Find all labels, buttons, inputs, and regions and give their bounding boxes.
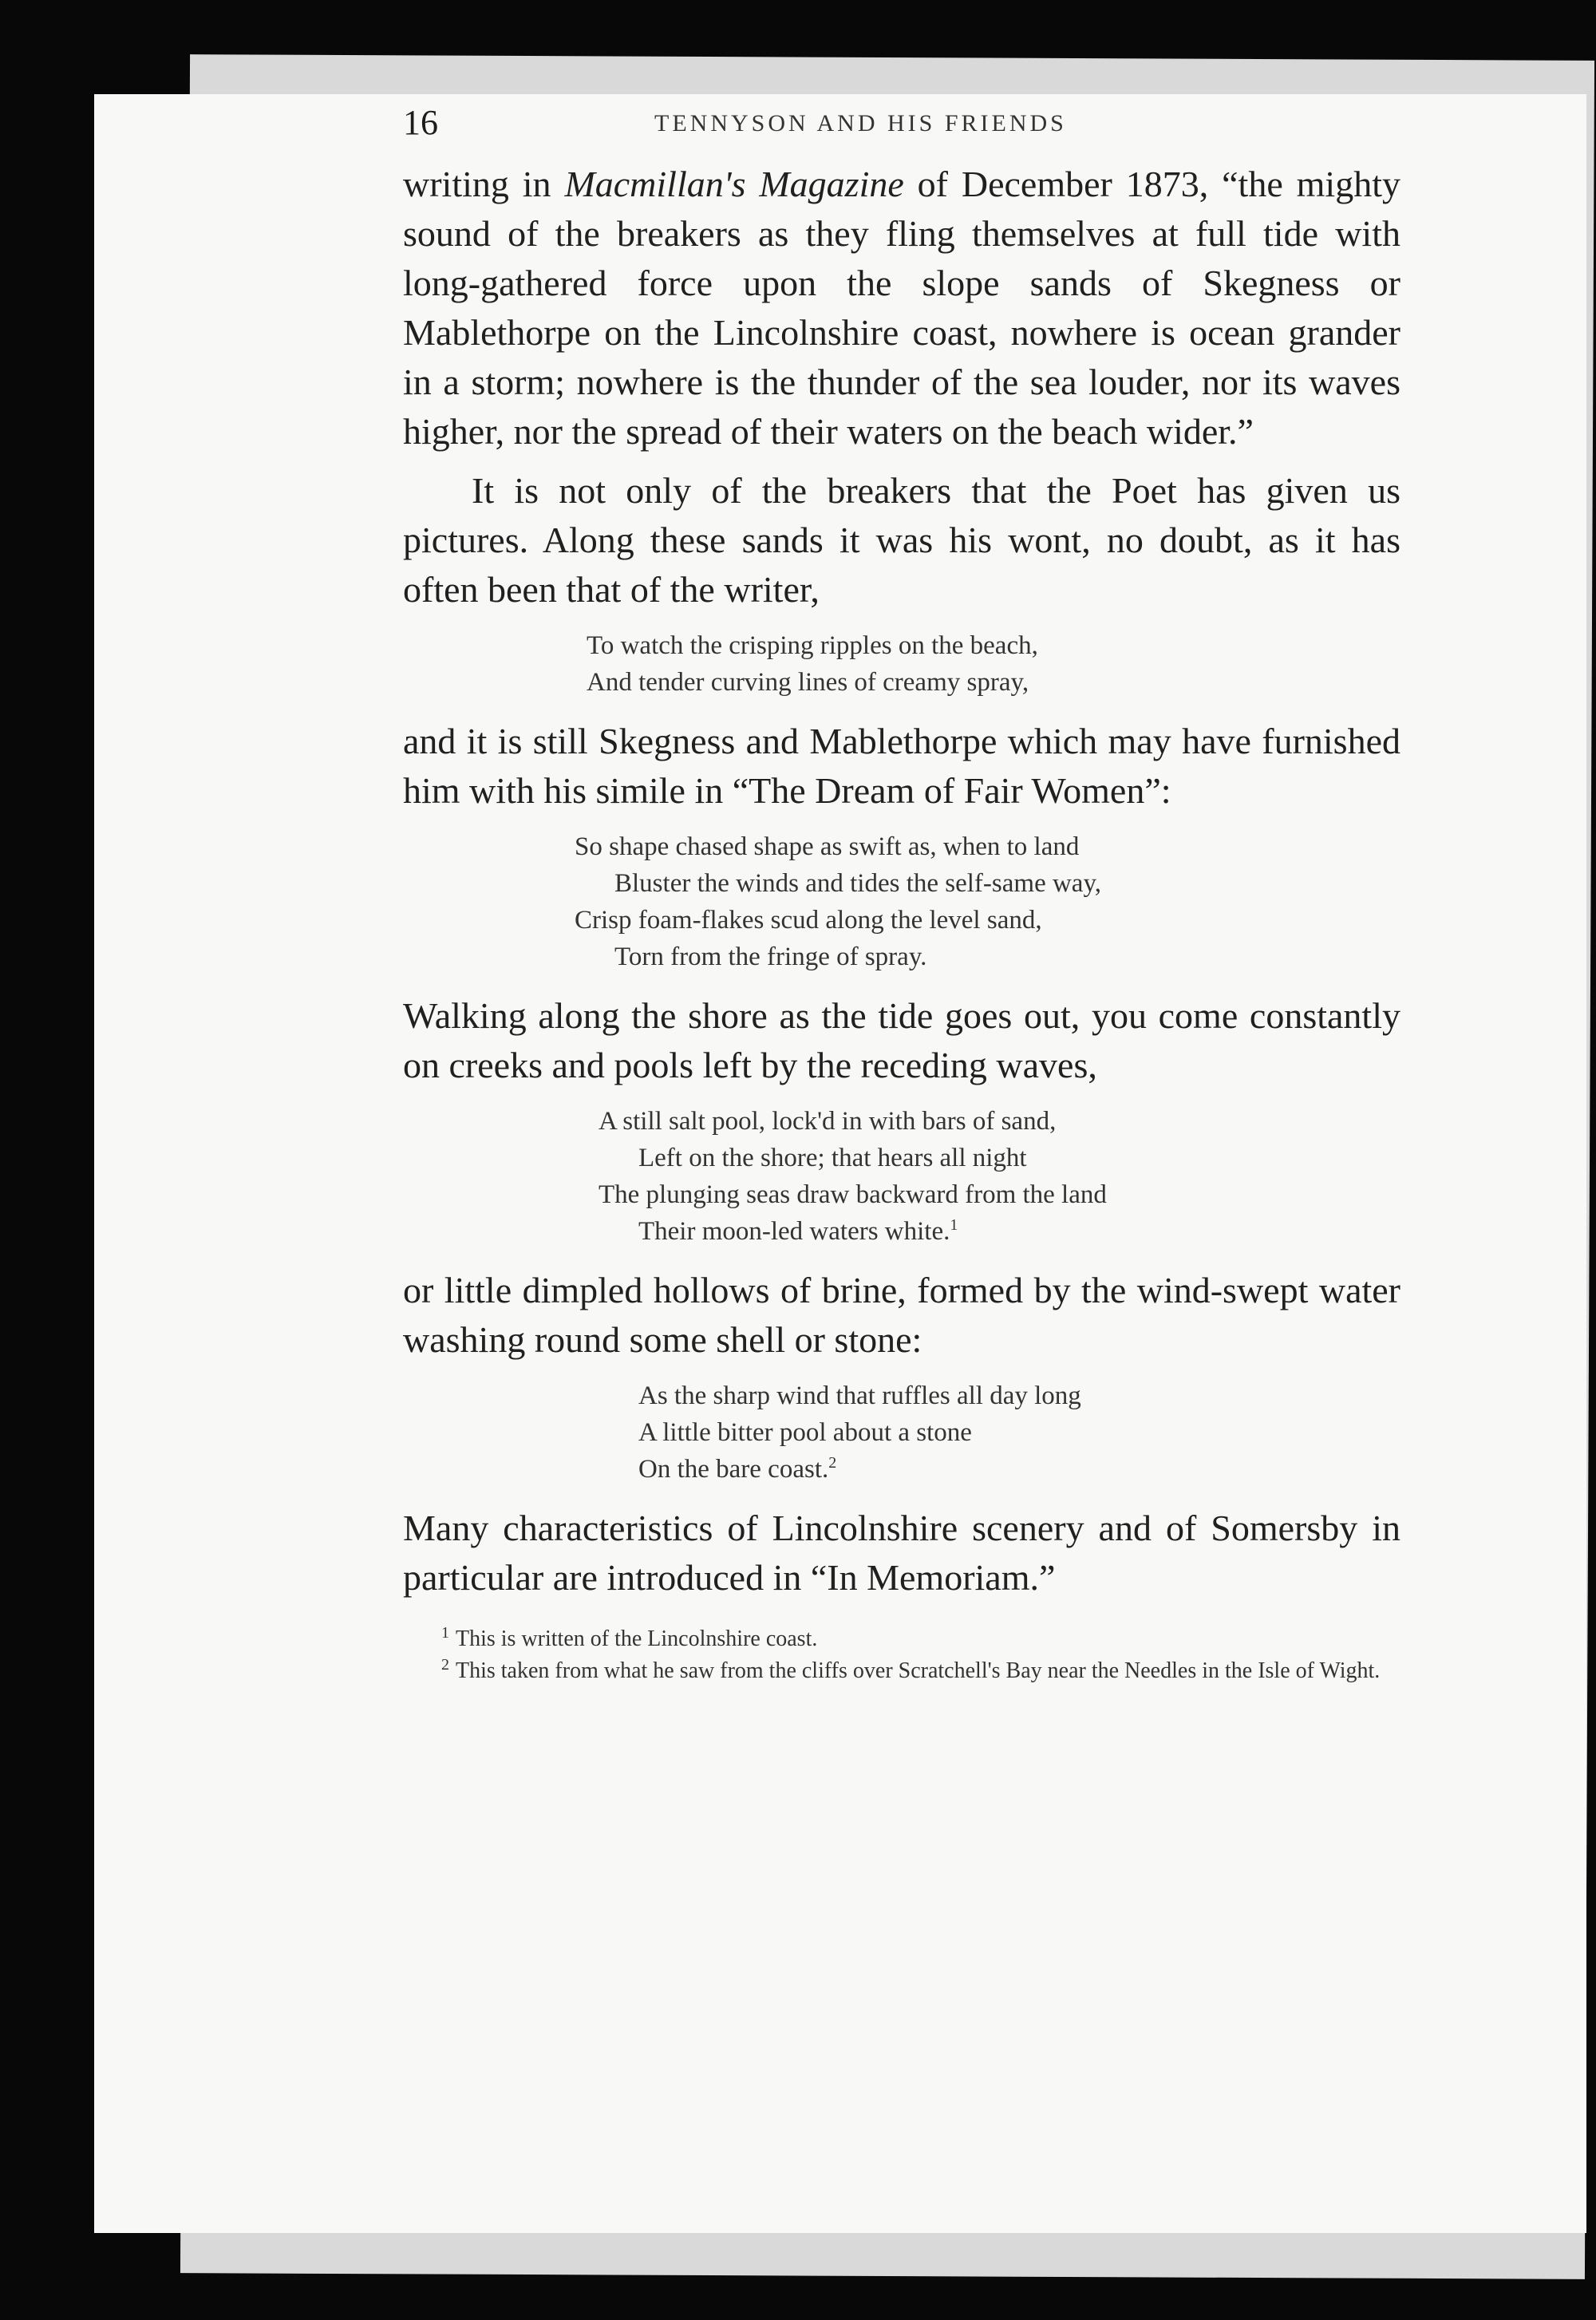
paragraph-6: Many characteristics of Lincolnshire scenery and of Somersby in particular are introduced in “In Memoriam.” — [403, 1508, 1400, 1598]
footnote-text: This is written of the Lincolnshire coast. — [456, 1626, 818, 1651]
footnote-number: 2 — [441, 1655, 449, 1674]
verse-line: A still salt pool, lock'd in with bars of sand, — [598, 1107, 1057, 1136]
verse-line: As the sharp wind that ruffles all day long — [638, 1381, 1081, 1410]
paragraph-1 — [403, 160, 1400, 456]
verse-line: Torn from the fringe of spray. — [614, 943, 927, 971]
verse-line — [598, 1213, 1400, 1250]
verse-line: To watch the crisping ripples on the beach, — [587, 631, 1038, 660]
verse-line-text: On the bare coast. — [638, 1455, 829, 1484]
paragraph-1-rest: of December 1873, “the mighty sound of the breakers as they fling themselves at full tide with long-gathered force upon the slope sands of Skegness or Mablethorpe on the Lincolnshire coast, nowhere is ocean grander in a storm; nowhere is the thunder of the sea louder, nor its waves higher, nor the spread of their waters on the beach wider.” — [403, 164, 1400, 452]
verse-line: The plunging seas draw backward from the land — [598, 1180, 1107, 1209]
body-text — [403, 160, 1400, 1687]
paragraph-5: or little dimpled hollows of brine, formed by the wind-swept water washing round some shell or stone: — [403, 1270, 1400, 1360]
verse-line: Bluster the winds and tides the self-same way, — [614, 869, 1102, 898]
page-number: 16 — [403, 103, 438, 142]
footnote-text: This taken from what he saw from the cliffs over Scratchell's Bay near the Needles in the Isle of Wight. — [456, 1658, 1381, 1683]
verse-line — [638, 1451, 1400, 1488]
paragraph-2: It is not only of the breakers that the Poet has given us pictures. Along these sands it was his wont, no doubt, as it has often been that of the writer, — [403, 470, 1400, 610]
footnote-2 — [403, 1655, 1400, 1687]
verse-line-text: Their moon-led waters white. — [638, 1217, 950, 1246]
verse-line: A little bitter pool about a stone — [638, 1418, 972, 1447]
verse-block-3 — [598, 1103, 1400, 1250]
footnotes — [403, 1623, 1400, 1687]
running-head: TENNYSON AND HIS FRIENDS — [654, 110, 1067, 136]
paragraph-4: Walking along the shore as the tide goes out, you come constantly on creeks and pools left by the receding waves, — [403, 995, 1400, 1085]
footnote-marker: 1 — [950, 1216, 958, 1234]
magazine-title: Macmillan's Magazine — [564, 164, 904, 204]
paragraph-1-start: writing in — [403, 164, 565, 204]
verse-block-4 — [638, 1377, 1400, 1488]
paragraph-3: and it is still Skegness and Mablethorpe which may have furnished him with his simile in “The Dream of Fair Women”: — [403, 721, 1400, 811]
verse-block-2 — [575, 828, 1400, 975]
verse-line: Left on the shore; that hears all night — [638, 1144, 1027, 1172]
footnote-number: 1 — [441, 1623, 449, 1642]
footnote-marker: 2 — [828, 1454, 837, 1472]
page-header — [403, 102, 1520, 150]
verse-line: And tender curving lines of creamy spray, — [587, 668, 1029, 697]
verse-line: Crisp foam-flakes scud along the level sand, — [575, 906, 1042, 935]
footnote-1 — [403, 1623, 1400, 1655]
verse-block-1 — [587, 627, 1400, 701]
verse-line: So shape chased shape as swift as, when to land — [575, 832, 1080, 861]
